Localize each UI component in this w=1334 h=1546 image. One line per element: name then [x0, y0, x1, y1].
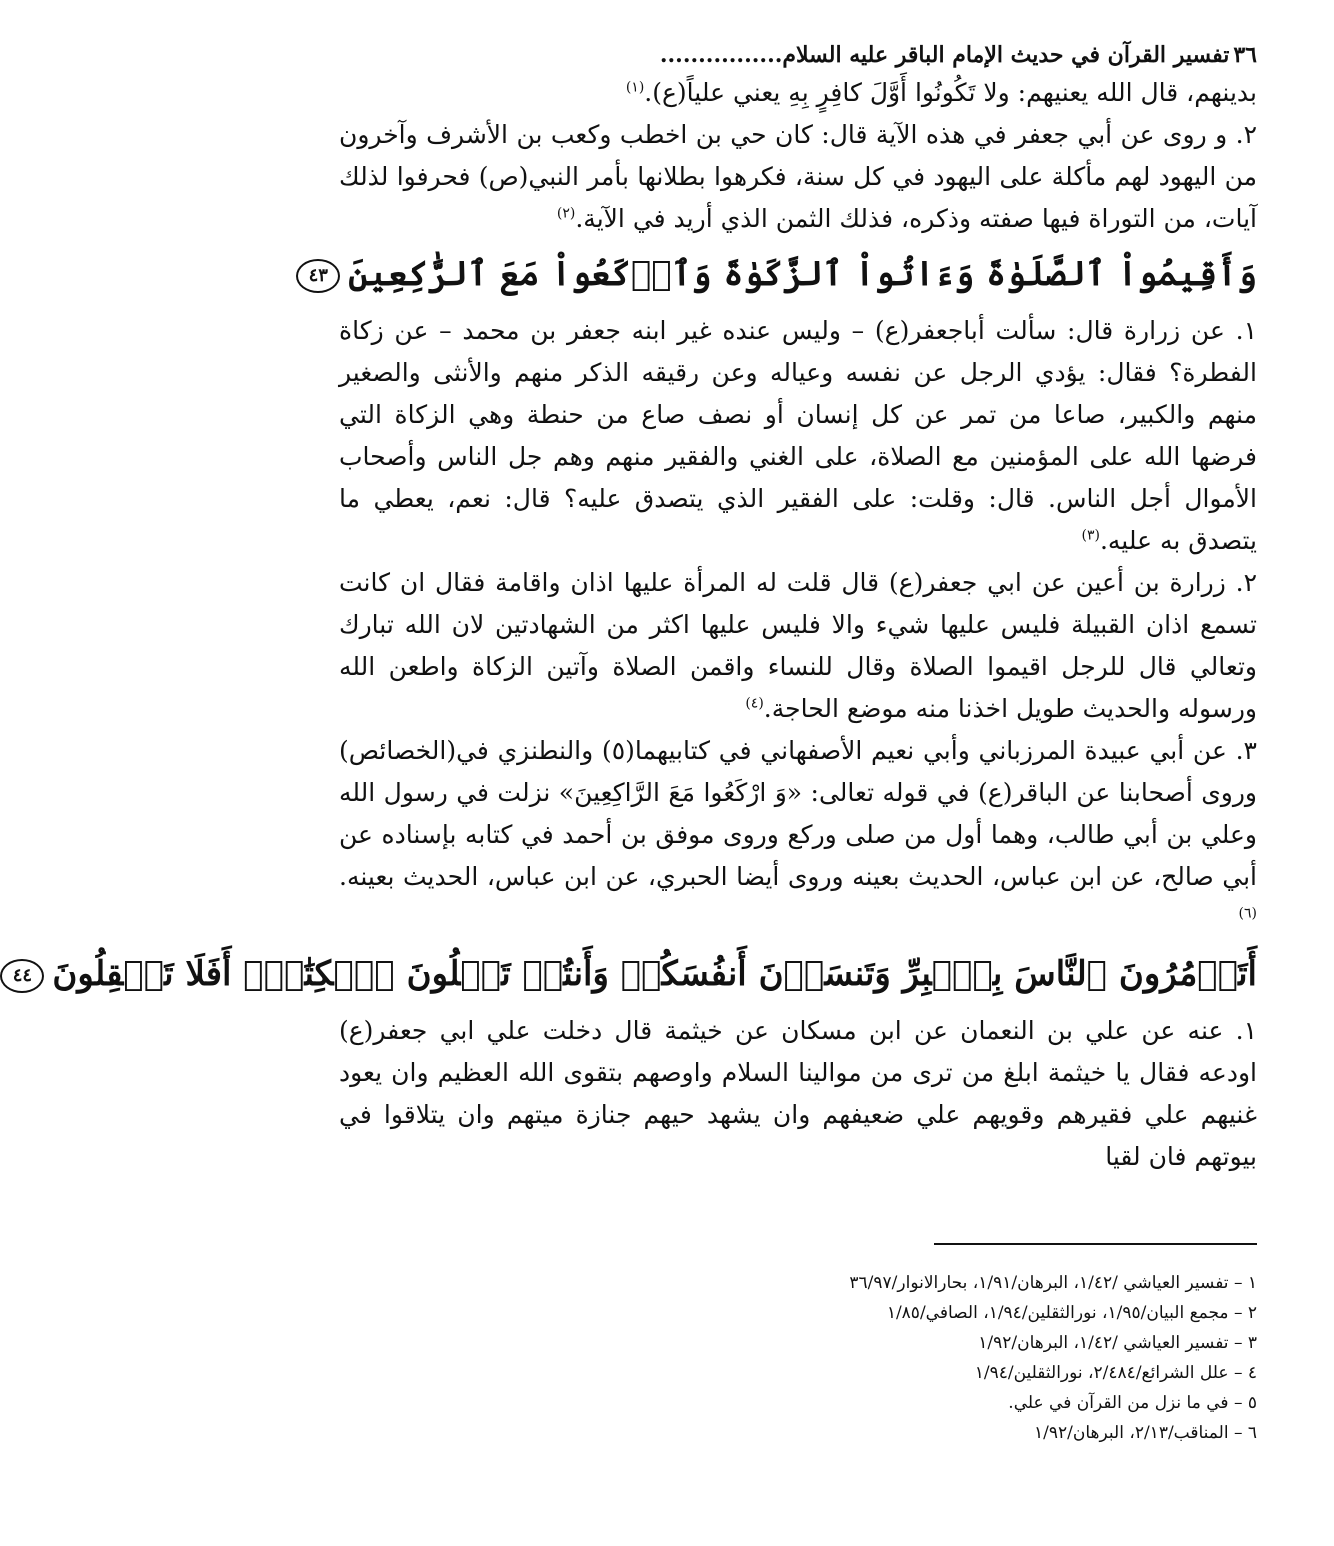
footnote-marker: (٢): [556, 205, 576, 222]
main-text: [12, 72, 1257, 1178]
verse-text: أَتَأۡمُرُونَ ٱلنَّاسَ بِٱلۡبِرِّ وَتَنسَوۡنَ أَنفُسَكُمۡ وَأَنتُمۡ تَتۡلُونَ ٱلۡكِتَٰبَۚ أَفَلَا تَعۡقِلُونَ: [52, 954, 1257, 994]
verse-number: ٤٤: [0, 959, 44, 993]
footnote: ٦ – المناقب/٢/١٣، البرهان/١/٩٢: [1034, 1423, 1257, 1443]
running-title: تفسير القرآن في حديث الإمام الباقر عليه السلام................: [659, 42, 1230, 68]
page-body: [12, 38, 1257, 1178]
paragraph: [339, 1010, 1257, 1178]
footnote: ٢ – مجمع البيان/١/٩٥، نورالثقلين/١/٩٤، الصافي/١/٨٥: [886, 1303, 1257, 1323]
running-header: [339, 38, 1257, 72]
footnote: ٣ – تفسير العياشي /١/٤٢، البرهان/١/٩٢: [978, 1333, 1257, 1353]
paragraph: [339, 730, 1257, 940]
footnote: ١ – تفسير العياشي /١/٤٢، البرهان/١/٩١، بحارالانوار/٣٦/٩٧: [849, 1273, 1257, 1293]
footnote-marker: (٦): [1238, 905, 1257, 922]
quran-verse: [12, 944, 1257, 1004]
footnote-marker: (٣): [1081, 527, 1100, 544]
paragraph: [339, 114, 1257, 240]
quran-verse: [308, 244, 1257, 304]
paragraph: [339, 310, 1257, 562]
paragraph-text: ١. عن زرارة قال: سألت أباجعفر(ع) – وليس عنده غير ابنه جعفر بن محمد – عن زكاة الفطرة؟ فقال: يؤدي الرجل عن نفسه وعياله وعن رقيقه الذكر منهم والأنثى والصغير منهم والكبير، صاعا من تمر عن كل إنسان أو نصف صاع من حنطة وهي الزكاة التي فرضها الله على المؤمنين مع الصلاة، على الغني والفقير منهم وهم جل الناس وأصحاب الأموال أجل الناس. قال: وقلت: على الفقير الذي يتصدق عليه؟ قال: نعم، يعطي ما يتصدق به عليه.: [339, 316, 1257, 555]
running-title-text: تفسير القرآن في حديث الإمام الباقر عليه السلام: [782, 42, 1230, 68]
verse-text: وَأَقِيمُواْ ٱلصَّلَوٰةَ وَءَاتُواْ ٱلزَّكَوٰةَ وَٱرۡكَعُواْ مَعَ ٱلرَّٰكِعِينَ: [348, 254, 1257, 294]
paragraph-text: ٣. عن أبي عبيدة المرزباني وأبي نعيم الأصفهاني في كتابيهما(٥) والنطنزي في(الخصائص) وروى أصحابنا عن الباقر(ع) في قوله تعالى: «وَ ارْكَعُوا مَعَ الرَّاكِعِينَ» نزلت في رسول الله وعلي بن أبي طالب، وهما أول من صلى وركع وروى موفق بن أحمد في كتابه بإسناده عن أبي صالح، عن ابن عباس، الحديث بعينه وروى أيضا الحبري، عن ابن عباس، الحديث بعينه.: [339, 736, 1257, 891]
verse-number: ٤٣: [296, 259, 340, 293]
paragraph-text: ٢. زرارة بن أعين عن ابي جعفر(ع) قال قلت له المرأة عليها اذان واقامة فقال ان كانت تسمع اذان القبيلة فليس عليها شيء والا فليس عليها اكثر من الشهادتين لان الله تبارك وتعالي قال للرجل اقيموا الصلاة وقال للنساء واقمن الصلاة وآتين الزكاة واطعن الله ورسوله والحديث طويل اخذنا منه موضع الحاجة.: [339, 568, 1257, 723]
footnote: ٤ – علل الشرائع/٢/٤٨٤، نورالثقلين/١/٩٤: [974, 1363, 1257, 1383]
paragraph-text: بدينهم، قال الله يعنيهم: ولا تَكُونُوا أَوَّلَ كافِرٍ بِهِ يعني علياً(ع).: [644, 78, 1257, 107]
footnote-marker: (٤): [745, 695, 764, 712]
footnote-divider: [934, 1243, 1257, 1245]
paragraph-text: ٢. و روى عن أبي جعفر في هذه الآية قال: كان حي بن اخطب وكعب بن الأشرف وآخرون من اليهود لهم مأكلة على اليهود في كل سنة، فكرهوا بطلانها بأمر النبي(ص) فحرفوا لذلك آيات، من التوراة فيها صفته وذكره، فذلك الثمن الذي أريد في الآية.: [339, 120, 1257, 233]
paragraph: [339, 72, 1257, 114]
footnote-marker: (١): [625, 79, 645, 96]
page-number: ٣٦: [1233, 42, 1257, 68]
footnotes: [544, 1268, 1257, 1448]
paragraph: [339, 562, 1257, 730]
paragraph-text: ١. عنه عن علي بن النعمان عن ابن مسكان عن خيثمة قال دخلت علي ابي جعفر(ع) اودعه فقال يا خيثمة ابلغ من ترى من موالينا السلام واوصهم بتقوى الله العظيم وان يعود غنيهم علي فقيرهم وقويهم علي ضعيفهم وان يشهد حيهم جنازة ميتهم وان يتلاقوا في بيوتهم فان لقيا: [339, 1016, 1257, 1171]
footnote: ٥ – في ما نزل من القرآن في علي.: [1008, 1393, 1257, 1413]
